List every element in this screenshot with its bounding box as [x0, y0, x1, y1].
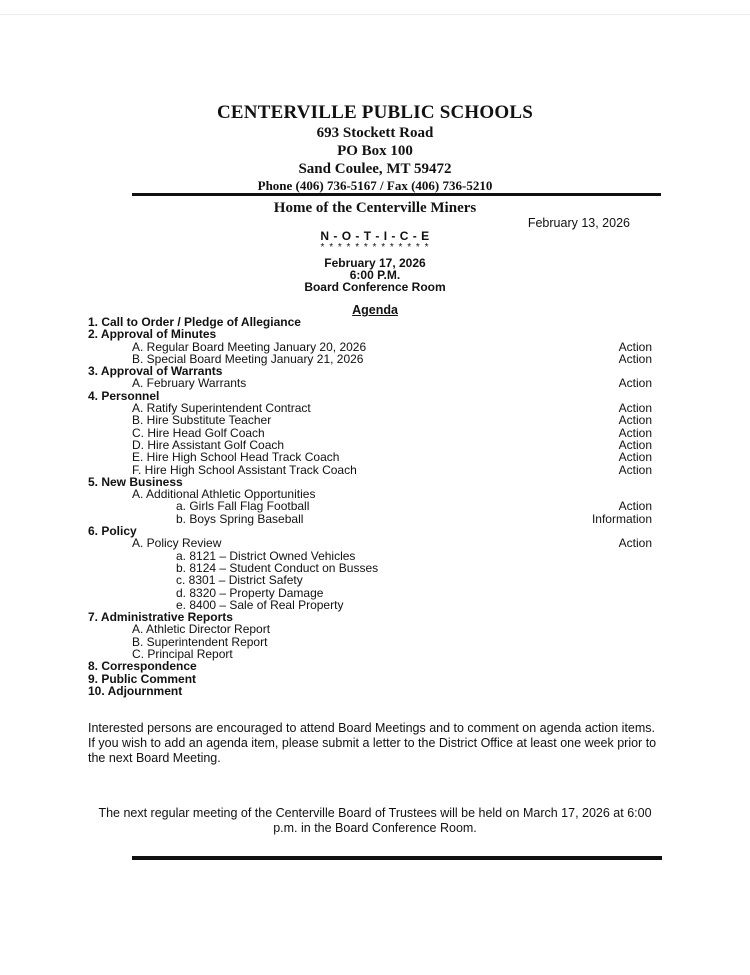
- meeting-location: Board Conference Room: [304, 280, 446, 294]
- agenda-item: 6. Policy: [88, 524, 137, 539]
- agenda-item: A. Athletic Director Report: [132, 622, 271, 637]
- agenda-item: 4. Personnel: [88, 388, 160, 403]
- agenda-item: a. Girls Fall Flag Football Action: [176, 499, 652, 514]
- agenda-item: F. Hire High School Assistant Track Coach Action: [132, 462, 652, 477]
- city-state-zip: Sand Coulee, MT 59472: [298, 161, 452, 177]
- tagline: Home of the Centerville Miners: [273, 200, 477, 216]
- meeting-time: 6:00 P.M.: [349, 268, 401, 282]
- agenda-item: A. Ratify Superintendent Contract Action: [132, 401, 652, 416]
- agenda-item: 8. Correspondence: [88, 659, 197, 674]
- agenda-item: A. Additional Athletic Opportunities: [132, 487, 316, 502]
- meeting-date: February 17, 2026: [324, 256, 426, 270]
- agenda-item: 1. Call to Order / Pledge of Allegiance: [88, 315, 301, 329]
- po-box: PO Box 100: [337, 143, 413, 159]
- attendance-paragraph: Interested persons are encouraged to attend Board Meetings and to comment on agenda action items. If you wish to add an agenda item, please submit a letter to the District Office at least one week prior to the next Board Meeting.: [88, 721, 657, 765]
- street-address: 693 Stockett Road: [316, 125, 434, 141]
- agenda-item: b. 8124 – Student Conduct on Busses: [176, 560, 379, 575]
- agenda-item: B. Superintendent Report: [132, 634, 268, 649]
- letterhead: [0, 102, 750, 194]
- notice-stars: * * * * * * * * * * * * *: [320, 242, 430, 253]
- agenda-item: 7. Administrative Reports: [88, 610, 233, 625]
- footer-divider: [132, 856, 662, 860]
- phone-fax: Phone (406) 736-5167 / Fax (406) 736-5210: [257, 178, 493, 193]
- document-date: February 13, 2026: [527, 216, 630, 230]
- notice-title: N - O - T - I - C - E: [320, 229, 430, 243]
- agenda-list: [88, 316, 658, 697]
- agenda-item: c. 8301 – District Safety: [176, 573, 303, 588]
- next-meeting-note: The next regular meeting of the Centerville Board of Trustees will be held on March 17, 2026 at 6:00 p.m. in the Board Conference Room.: [98, 806, 652, 835]
- agenda-item: A. February Warrants Action: [132, 376, 652, 391]
- agenda-item: A. Regular Board Meeting January 20, 2026 Action: [132, 339, 652, 354]
- agenda-item: E. Hire High School Head Track Coach Action: [132, 450, 652, 465]
- agenda-heading: Agenda: [352, 303, 398, 317]
- agenda-item: b. Boys Spring Baseball Information: [176, 511, 652, 526]
- agenda-item: d. 8320 – Property Damage: [176, 585, 324, 600]
- agenda-item: 3. Approval of Warrants: [88, 364, 223, 379]
- school-name: CENTERVILLE PUBLIC SCHOOLS: [216, 102, 533, 123]
- agenda-item: 2. Approval of Minutes: [88, 327, 217, 342]
- agenda-item: 9. Public Comment: [88, 671, 197, 686]
- agenda-item: C. Principal Report: [132, 647, 233, 662]
- notice-block: [0, 229, 750, 293]
- agenda-item: D. Hire Assistant Golf Coach Action: [132, 437, 652, 452]
- top-edge-line: [0, 14, 750, 15]
- agenda-item: 5. New Business: [88, 474, 183, 489]
- agenda-item: 10. Adjournment: [88, 683, 183, 698]
- letterhead-divider: [132, 193, 661, 196]
- agenda-item: A. Policy Review Action: [132, 536, 652, 551]
- agenda-item: B. Hire Substitute Teacher Action: [132, 413, 652, 428]
- agenda-item: C. Hire Head Golf Coach Action: [132, 425, 652, 440]
- agenda-item: a. 8121 – District Owned Vehicles: [176, 548, 356, 563]
- agenda-item: B. Special Board Meeting January 21, 2026 Action: [132, 351, 652, 366]
- agenda-item: e. 8400 – Sale of Real Property: [176, 597, 344, 612]
